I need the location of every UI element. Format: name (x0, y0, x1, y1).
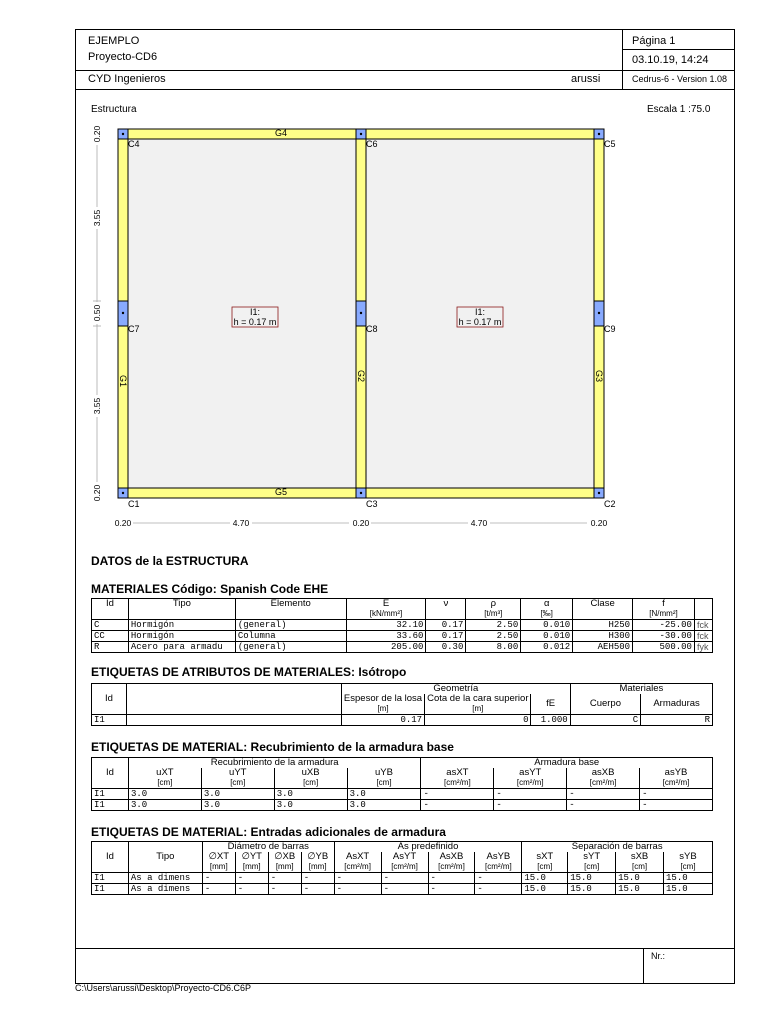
table-cell: - (567, 800, 640, 811)
col-alpha: α (521, 599, 573, 610)
slab-left (123, 134, 361, 489)
slab-right-label-1: I1: (474, 307, 486, 317)
table-cell: 15.0 (616, 884, 664, 895)
adi-unit: [mm] (202, 862, 235, 873)
label-c8: C8 (366, 324, 378, 334)
table-cell: 0.17 (426, 620, 466, 631)
adi-unit: [mm] (301, 862, 334, 873)
adi-unit: [cm] (522, 862, 568, 873)
footer-divider (75, 948, 735, 949)
adicionales-title: ETIQUETAS DE MATERIAL: Entradas adicionales de armadura (91, 825, 446, 839)
col-e: E (346, 599, 426, 610)
adi-unit: [cm²/m] (334, 862, 381, 873)
atr-unit-espesor: [m] (341, 704, 424, 715)
rec-group-arm: Armadura base (421, 758, 713, 769)
header-divider (75, 70, 735, 71)
table-cell: CC (92, 631, 129, 642)
label-g2: G2 (356, 370, 366, 383)
dim-v-4: 3.55 (92, 397, 102, 415)
table-cell: -30.00 (633, 631, 695, 642)
table-cell: 0.010 (521, 620, 573, 631)
table-cell: 33.60 (346, 631, 426, 642)
atributos-table (91, 683, 713, 726)
dim-v-3: 0.50 (92, 304, 102, 322)
company-name: CYD Ingenieros (88, 73, 166, 85)
unit-alpha: [‰] (521, 609, 573, 620)
adi-unit: [mm] (268, 862, 301, 873)
structure-drawing (80, 118, 640, 538)
atributos-title: ETIQUETAS DE ATRIBUTOS DE MATERIALES: Isótropo (91, 665, 407, 679)
table-cell: Hormigón (128, 620, 235, 631)
adicionales-table (91, 841, 713, 895)
rec-col-uxt: uXT (128, 768, 201, 778)
table-cell: As a dimens (128, 884, 202, 895)
table-row (92, 631, 713, 642)
table-cell: 3.0 (201, 800, 274, 811)
table-cell: - (428, 873, 475, 884)
label-g5: G5 (275, 487, 288, 497)
table-cell: 3.0 (347, 800, 421, 811)
adi-col: AsXB (428, 852, 475, 862)
table-cell: - (475, 884, 522, 895)
unit-f: [N/mm²] (633, 609, 695, 620)
table-cell: - (202, 884, 235, 895)
col-nu: ν (426, 599, 466, 610)
dim-v-2: 3.55 (92, 209, 102, 227)
header-vdivider (622, 29, 623, 89)
adi-col: AsYT (381, 852, 428, 862)
adi-col: sXB (616, 852, 664, 862)
table-cell: R (92, 642, 129, 653)
adi-col: ∅XB (268, 852, 301, 862)
label-c4: C4 (128, 139, 140, 149)
table-cell: 15.0 (522, 873, 568, 884)
slab-right-label-2: h = 0.17 m (458, 317, 502, 327)
section-title: DATOS de la ESTRUCTURA (91, 554, 249, 568)
table-cell: 3.0 (128, 789, 201, 800)
table-cell: 0.30 (426, 642, 466, 653)
adi-col: ∅XT (202, 852, 235, 862)
rec-unit: [cm²/m] (567, 778, 640, 789)
label-g1: G1 (118, 375, 128, 388)
table-cell: H250 (573, 620, 633, 631)
rec-col-asyb: asYB (640, 768, 713, 778)
table-cell: - (640, 800, 713, 811)
table-cell: - (301, 873, 334, 884)
rec-unit: [cm²/m] (494, 778, 567, 789)
table-cell: - (381, 873, 428, 884)
atr-group-geom: Geometría (341, 684, 570, 695)
materiales-header-row (92, 599, 713, 610)
col-elemento: Elemento (235, 599, 346, 620)
dim-h-4: 4.70 (470, 518, 488, 528)
atr-col-fe: fE (531, 694, 570, 715)
table-cell: 0.012 (521, 642, 573, 653)
adi-col: ∅YT (235, 852, 268, 862)
table-row: I1 0.17 0 1.000 C R (92, 715, 713, 726)
table-cell: - (268, 873, 301, 884)
col-tipo: Tipo (128, 599, 235, 620)
table-cell: I1 (92, 884, 129, 895)
adi-col: sYT (568, 852, 616, 862)
rec-col-asyt: asYT (494, 768, 567, 778)
table-cell: 15.0 (568, 884, 616, 895)
table-cell: 3.0 (347, 789, 421, 800)
dim-v-5: 0.20 (92, 484, 102, 502)
materiales-table (91, 598, 713, 653)
materiales-title: MATERIALES Código: Spanish Code EHE (91, 582, 329, 596)
atr-col-cota: Cota de la cara superior (425, 694, 531, 704)
adi-unit: [mm] (235, 862, 268, 873)
rec-unit: [cm²/m] (421, 778, 494, 789)
adi-unit: [cm] (664, 862, 713, 873)
label-c5: C5 (604, 139, 616, 149)
table-cell: - (202, 873, 235, 884)
table-cell: H300 (573, 631, 633, 642)
table-cell: 15.0 (664, 884, 713, 895)
header-divider-right (622, 49, 735, 50)
table-cell: 3.0 (274, 800, 347, 811)
atr-col-cuerpo: Cuerpo (570, 694, 640, 715)
table-cell: 2.50 (466, 631, 521, 642)
rec-unit: [cm] (128, 778, 201, 789)
adi-unit: [cm²/m] (475, 862, 522, 873)
table-cell: -25.00 (633, 620, 695, 631)
adi-unit: [cm] (616, 862, 664, 873)
adi-col: sYB (664, 852, 713, 862)
table-cell: I1 (92, 789, 129, 800)
table-cell: (general) (235, 642, 346, 653)
table-cell: - (421, 789, 494, 800)
dim-h-1: 0.20 (114, 518, 132, 528)
col-rho: ρ (466, 599, 521, 610)
col-id: Id (92, 599, 129, 620)
user-name: arussi (571, 73, 601, 85)
table-row (92, 620, 713, 631)
label-g3: G3 (594, 370, 604, 383)
rec-unit: [cm] (274, 778, 347, 789)
table-cell: 0.17 (426, 631, 466, 642)
table-cell: As a dimens (128, 873, 202, 884)
label-c1: C1 (128, 499, 140, 509)
table-cell: - (301, 884, 334, 895)
table-cell: - (334, 873, 381, 884)
adi-col-id: Id (92, 842, 129, 873)
adi-col: ∅YB (301, 852, 334, 862)
table-cell: - (381, 884, 428, 895)
table-cell: - (640, 789, 713, 800)
drawing-scale: Escala 1 :75.0 (647, 104, 711, 115)
adi-group-as: As predefinido (334, 842, 522, 853)
table-cell: I1 (92, 800, 129, 811)
table-cell: - (475, 873, 522, 884)
adi-col: AsYB (475, 852, 522, 862)
table-cell: fck (694, 631, 712, 642)
dim-h-3: 0.20 (352, 518, 370, 528)
atr-col-armaduras: Armaduras (641, 694, 713, 715)
table-cell: (general) (235, 620, 346, 631)
datetime: 03.10.19, 14:24 (632, 54, 709, 66)
rec-unit: [cm²/m] (640, 778, 713, 789)
table-cell: 3.0 (274, 789, 347, 800)
table-cell: 3.0 (128, 800, 201, 811)
table-cell: 32.10 (346, 620, 426, 631)
rec-col-asxb: asXB (567, 768, 640, 778)
atr-col-espesor: Espesor de la losa (341, 694, 424, 704)
table-cell: 8.00 (466, 642, 521, 653)
file-path: C:\Users\arussi\Desktop\Proyecto-CD6.C6P (75, 983, 252, 993)
slab-left-label-2: h = 0.17 m (233, 317, 277, 327)
rec-unit: [cm] (201, 778, 274, 789)
table-cell: 15.0 (664, 873, 713, 884)
adi-unit: [cm²/m] (428, 862, 475, 873)
atr-col-id: Id (92, 684, 127, 715)
table-row (92, 884, 713, 895)
table-row (92, 873, 713, 884)
adi-col: AsXT (334, 852, 381, 862)
dim-v-1: 0.20 (92, 125, 102, 143)
adi-group-sep: Separación de barras (522, 842, 713, 853)
label-c9: C9 (604, 324, 616, 334)
table-cell: 3.0 (201, 789, 274, 800)
col-clase: Clase (573, 599, 633, 620)
table-cell: C (92, 620, 129, 631)
table-cell: - (235, 884, 268, 895)
table-row (92, 642, 713, 653)
table-cell: - (334, 884, 381, 895)
table-cell: Columna (235, 631, 346, 642)
unit-rho: [t/m³] (466, 609, 521, 620)
table-row (92, 789, 713, 800)
nr-label: Nr.: (651, 951, 666, 961)
recubrimiento-title: ETIQUETAS DE MATERIAL: Recubrimiento de la armadura base (91, 740, 454, 754)
table-cell: AEH500 (573, 642, 633, 653)
table-cell: - (268, 884, 301, 895)
recubrimiento-table (91, 757, 713, 811)
label-c3: C3 (366, 499, 378, 509)
table-cell: 15.0 (568, 873, 616, 884)
table-cell: - (421, 800, 494, 811)
slab-left-label-1: I1: (249, 307, 261, 317)
rec-col-uxb: uXB (274, 768, 347, 778)
table-cell: - (235, 873, 268, 884)
table-cell: Acero para armadu (128, 642, 235, 653)
drawing-title: Estructura (91, 104, 137, 115)
adi-col: sXT (522, 852, 568, 862)
label-g4: G4 (275, 128, 288, 138)
table-cell: fck (694, 620, 712, 631)
table-cell: - (494, 789, 567, 800)
adi-unit: [cm²/m] (381, 862, 428, 873)
header-bottom (75, 89, 735, 90)
label-c7: C7 (128, 324, 140, 334)
table-cell: 0.010 (521, 631, 573, 642)
table-cell: 205.00 (346, 642, 426, 653)
software-version: Cedrus-6 - Version 1.08 (632, 74, 728, 84)
rec-group-rec: Recubrimiento de la armadura (128, 758, 421, 769)
rec-col-asxt: asXT (421, 768, 494, 778)
project-name: Proyecto-CD6 (88, 51, 158, 63)
table-cell: Hormigón (128, 631, 235, 642)
doc-title: EJEMPLO (88, 35, 140, 47)
table-row (92, 800, 713, 811)
dim-h-2: 4.70 (232, 518, 250, 528)
rec-col-id: Id (92, 758, 129, 789)
label-c6: C6 (366, 139, 378, 149)
label-c2: C2 (604, 499, 616, 509)
unit-e: [kN/mm²] (346, 609, 426, 620)
atr-group-mat: Materiales (570, 684, 712, 695)
table-cell: 2.50 (466, 620, 521, 631)
table-cell: 500.00 (633, 642, 695, 653)
table-cell: 15.0 (616, 873, 664, 884)
table-cell: 15.0 (522, 884, 568, 895)
table-cell: - (428, 884, 475, 895)
rec-col-uyt: uYT (201, 768, 274, 778)
dim-h-5: 0.20 (590, 518, 608, 528)
adi-col-tipo: Tipo (128, 842, 202, 873)
page-number: Página 1 (632, 35, 676, 47)
footer-vdivider (643, 948, 644, 984)
col-f: f (633, 599, 695, 610)
table-cell: - (567, 789, 640, 800)
table-cell: I1 (92, 873, 129, 884)
adi-unit: [cm] (568, 862, 616, 873)
table-cell: fyk (694, 642, 712, 653)
rec-col-uyb: uYB (347, 768, 421, 778)
table-cell: - (494, 800, 567, 811)
rec-unit: [cm] (347, 778, 421, 789)
adi-group-diam: Diámetro de barras (202, 842, 334, 853)
atr-unit-cota: [m] (425, 704, 531, 715)
